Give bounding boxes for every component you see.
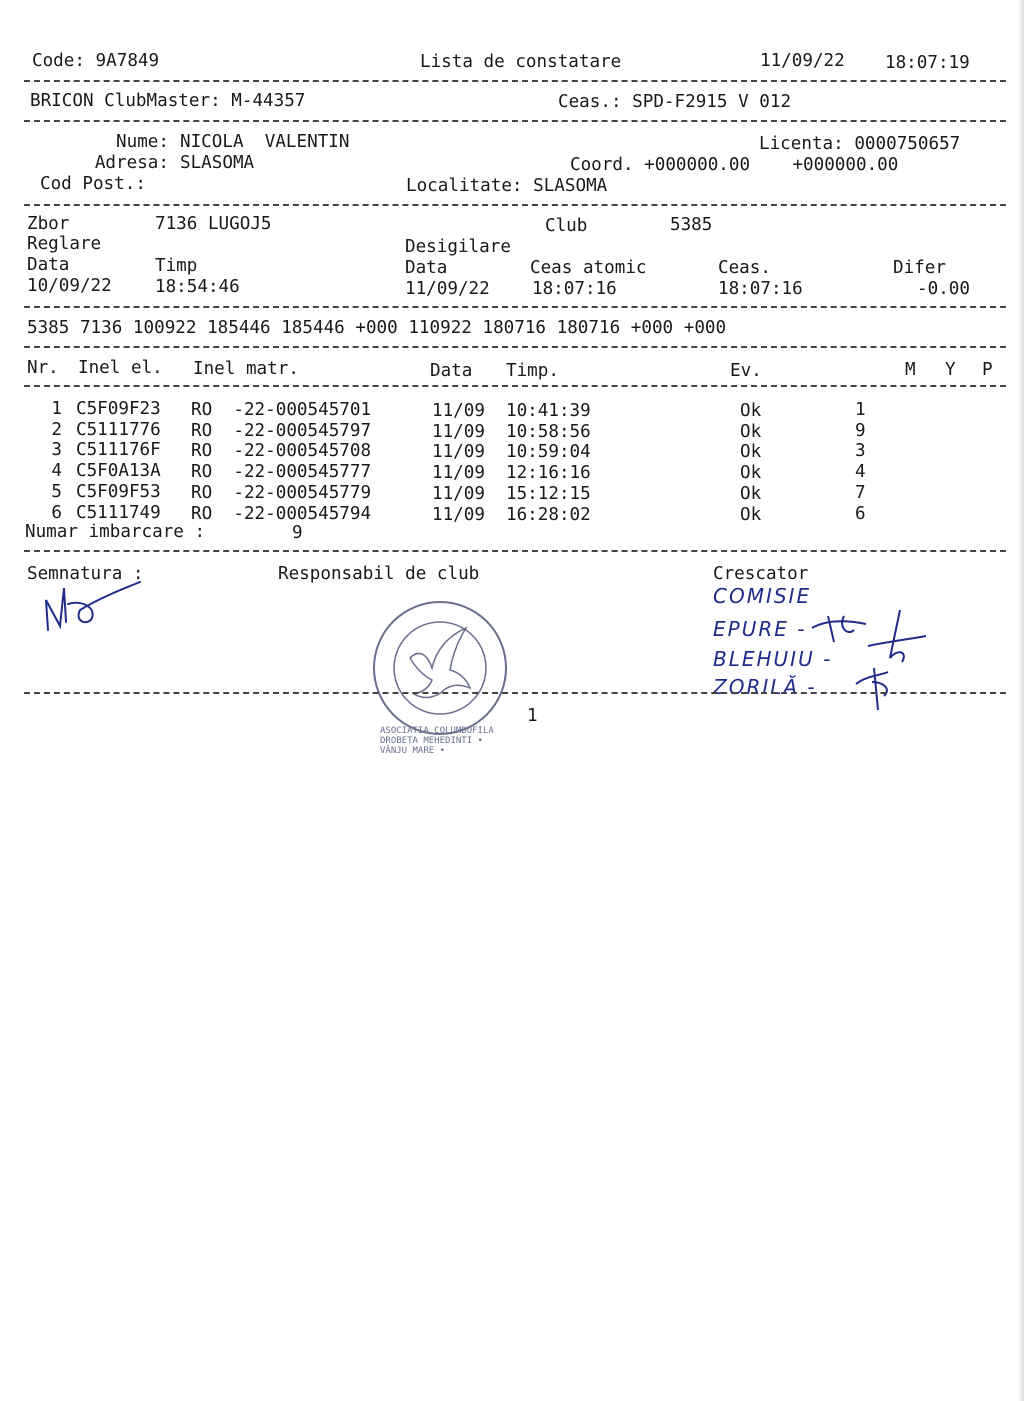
owner-name: NICOLA VALENTIN	[180, 132, 350, 152]
reglare-time: 18:54:46	[155, 277, 240, 297]
col-header-p: P	[982, 360, 993, 380]
row-data: 11/09	[432, 422, 485, 442]
divider	[24, 204, 1006, 206]
row-inel-matr: RO -22-000545779	[191, 483, 372, 503]
col-header-m: M	[905, 360, 916, 380]
boarding-count-label: Numar imbarcare :	[25, 522, 206, 542]
row-nr: 5	[51, 482, 62, 502]
locality: Localitate: SLASOMA	[406, 176, 608, 196]
row-timp: 15:12:15	[506, 484, 591, 504]
club-value: 5385	[670, 215, 713, 235]
row-ev: Ok	[740, 442, 762, 462]
reglare-time-label: Timp	[155, 256, 198, 276]
row-ev: Ok	[740, 422, 762, 442]
paper-edge	[1018, 0, 1024, 1401]
handwritten-name-2: BLEHUIU -	[713, 647, 833, 671]
row-nr: 3	[51, 440, 62, 460]
row-inel-el: C5F0A13A	[76, 461, 161, 481]
row-inel-matr: RO -22-000545701	[191, 400, 372, 420]
clubmaster-id: BRICON ClubMaster: M-44357	[30, 91, 306, 111]
col-header-nr: Nr.	[27, 358, 59, 378]
reglare-date-label: Data	[27, 255, 70, 275]
row-nr: 6	[51, 503, 62, 523]
owner-address: SLASOMA	[180, 153, 255, 173]
divider	[24, 120, 1006, 122]
col-header-y: Y	[945, 360, 956, 380]
page-number: 1	[527, 706, 538, 726]
desigilare-date: 11/09/22	[405, 279, 490, 299]
flight-value: 7136 LUGOJ5	[155, 214, 272, 234]
row-timp: 10:59:04	[506, 442, 591, 462]
clock-id: Ceas.: SPD-F2915 V 012	[558, 92, 792, 112]
row-data: 11/09	[432, 442, 485, 462]
divider	[24, 346, 1006, 348]
row-timp: 10:58:56	[506, 422, 591, 442]
atomic-clock-time: 18:07:16	[532, 279, 617, 299]
row-m: 3	[855, 441, 866, 461]
flight-label: Zbor	[27, 214, 70, 234]
club-responsible-label: Responsabil de club	[278, 564, 480, 584]
col-header-timp: Timp.	[506, 361, 559, 381]
coordinates: Coord. +000000.00 +000000.00	[570, 155, 899, 175]
license-number: Licenta: 0000750657	[759, 134, 961, 154]
row-m: 9	[855, 421, 866, 441]
row-data: 11/09	[432, 463, 485, 483]
row-m: 1	[855, 400, 866, 420]
row-ev: Ok	[740, 463, 762, 483]
row-m: 7	[855, 483, 866, 503]
row-inel-el: C5F09F53	[76, 482, 161, 502]
divider	[24, 80, 1006, 82]
summary-line: 5385 7136 100922 185446 185446 +000 110922 180716 180716 +000 +000	[27, 318, 727, 338]
club-label: Club	[545, 216, 588, 236]
document-date: 11/09/22	[760, 51, 845, 71]
clock-label: Ceas.	[718, 258, 771, 278]
row-ev: Ok	[740, 401, 762, 421]
row-inel-el: C5111749	[76, 503, 161, 523]
postal-code-label: Cod Post.:	[40, 174, 146, 194]
divider	[24, 385, 1006, 387]
row-inel-matr: RO -22-000545797	[191, 421, 372, 441]
handwritten-name-1: EPURE -	[713, 617, 807, 641]
row-inel-el: C511176F	[76, 440, 161, 460]
document-time: 18:07:19	[885, 53, 970, 73]
reglare-label: Reglare	[27, 234, 102, 254]
clock-difference: -0.00	[917, 279, 970, 299]
address-label: Adresa:	[94, 153, 169, 173]
desigilare-label: Desigilare	[405, 237, 511, 257]
row-data: 11/09	[432, 401, 485, 421]
row-inel-el: C5111776	[76, 420, 161, 440]
name-label: Nume:	[116, 132, 169, 152]
clock-time: 18:07:16	[718, 279, 803, 299]
reglare-date: 10/09/22	[27, 276, 112, 296]
row-inel-el: C5F09F23	[76, 399, 161, 419]
signature-label: Semnatura :	[27, 564, 144, 584]
row-m: 6	[855, 504, 866, 524]
desigilare-date-label: Data	[405, 258, 448, 278]
row-inel-matr: RO -22-000545777	[191, 462, 372, 482]
breeder-label: Crescator	[713, 564, 809, 584]
atomic-clock-label: Ceas atomic	[530, 258, 647, 278]
row-inel-matr: RO -22-000545794	[191, 504, 372, 524]
row-timp: 16:28:02	[506, 505, 591, 525]
row-data: 11/09	[432, 505, 485, 525]
boarding-count: 9	[292, 523, 303, 543]
col-header-data: Data	[430, 361, 473, 381]
divider	[24, 306, 1006, 308]
row-timp: 10:41:39	[506, 401, 591, 421]
divider	[24, 692, 1006, 694]
difference-label: Difer	[893, 258, 946, 278]
stamp-text: ASOCIATIA COLUMBOFILA DROBETA MEHEDINTI • VÂNJU MARE •	[380, 726, 494, 756]
handwritten-commission: COMISIE	[713, 584, 812, 608]
row-inel-matr: RO -22-000545708	[191, 441, 372, 461]
col-header-inel-matr: Inel matr.	[193, 359, 299, 379]
divider	[24, 550, 1006, 552]
document-title: Lista de constatare	[420, 52, 622, 72]
signature-scribble-icon	[40, 578, 160, 638]
handwritten-name-3: ZORILĂ -	[713, 675, 817, 699]
document-code: Code: 9A7849	[32, 51, 160, 71]
row-nr: 2	[51, 420, 62, 440]
row-nr: 4	[51, 461, 62, 481]
handwritten-initials-icon	[808, 602, 928, 712]
row-m: 4	[855, 462, 866, 482]
col-header-inel-el: Inel el.	[78, 358, 163, 378]
col-header-ev: Ev.	[730, 361, 762, 381]
row-data: 11/09	[432, 484, 485, 504]
row-ev: Ok	[740, 505, 762, 525]
row-ev: Ok	[740, 484, 762, 504]
row-nr: 1	[51, 399, 62, 419]
row-timp: 12:16:16	[506, 463, 591, 483]
